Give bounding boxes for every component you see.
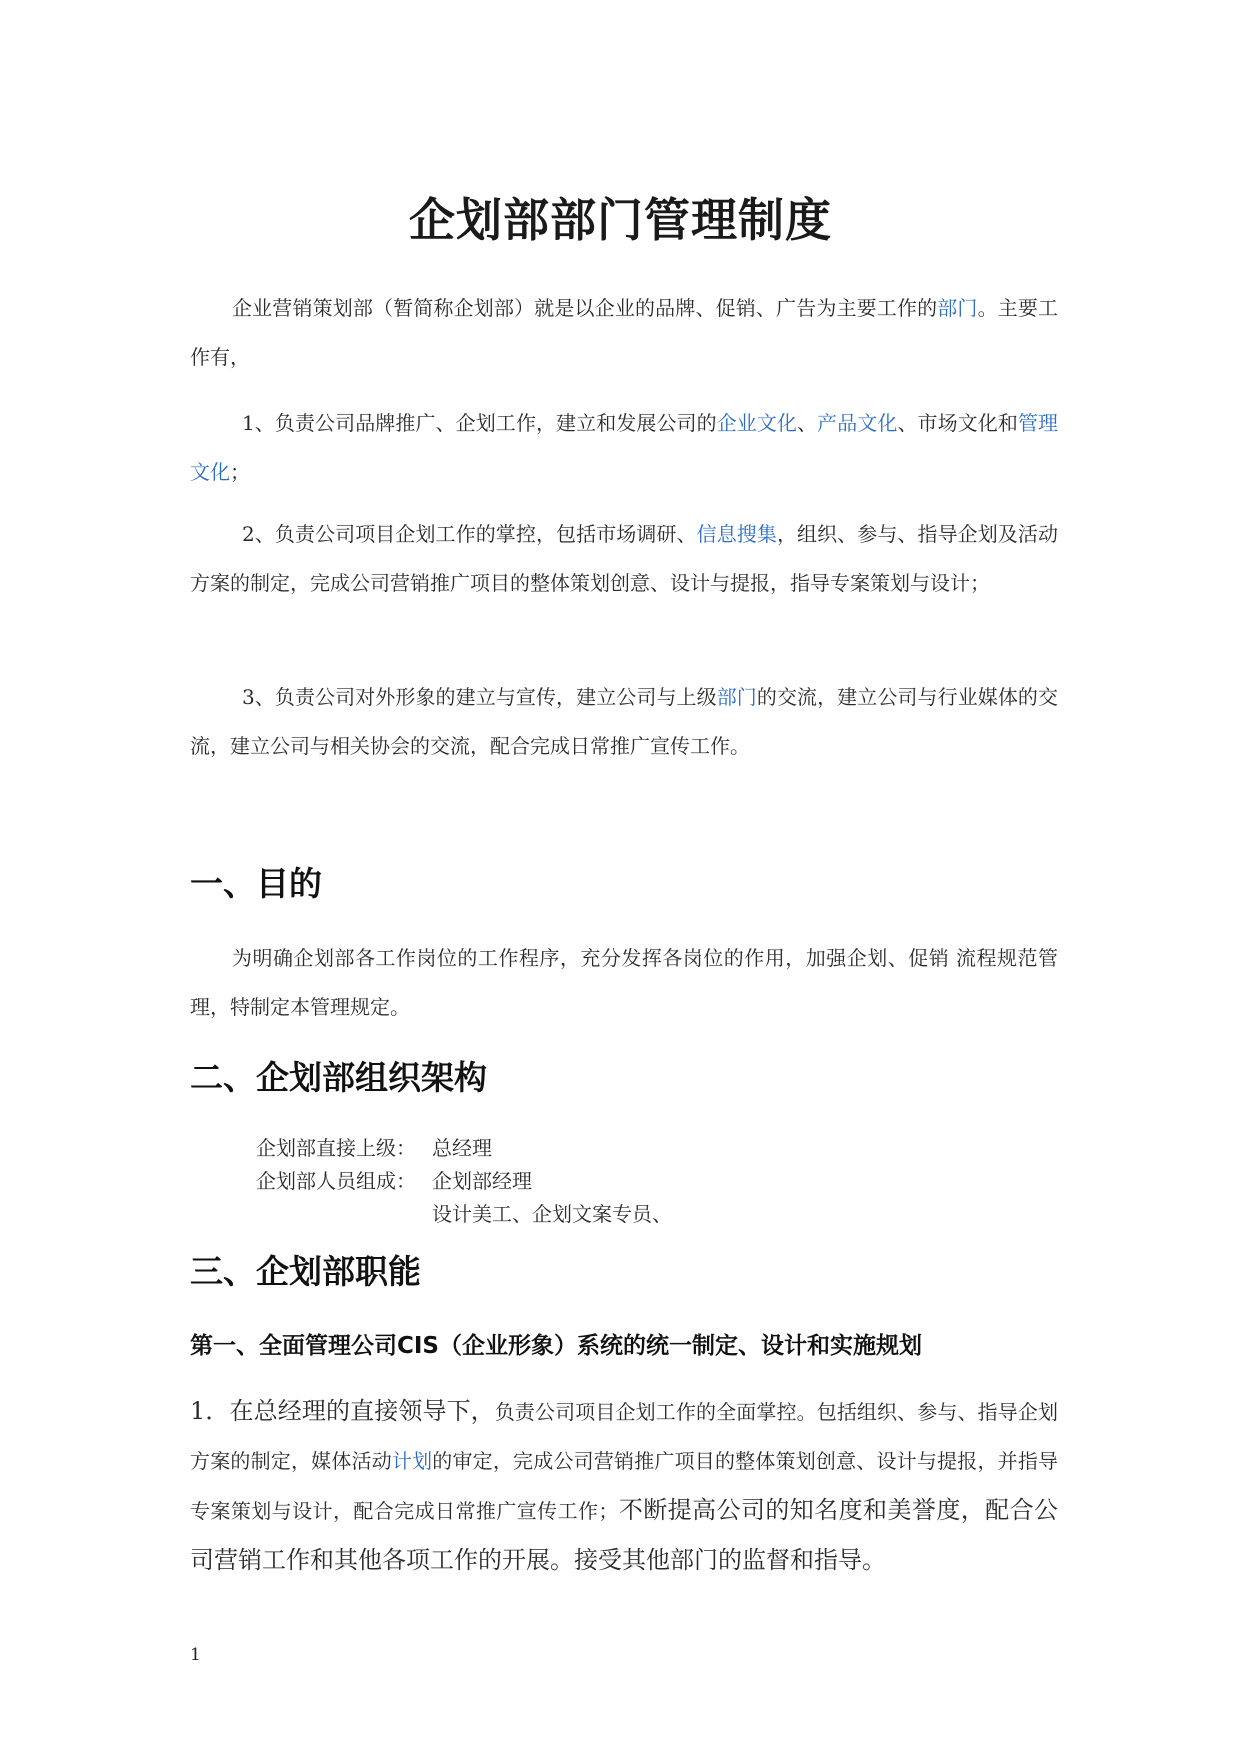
page-number: 1 <box>190 1645 201 1665</box>
org-label-members: 企划部人员组成： <box>256 1169 416 1193</box>
intro-item-2 <box>190 510 1058 608</box>
section-1 <box>190 862 1058 906</box>
item-1-sep: 、 <box>797 411 818 435</box>
document-title: 企划部部门管理制度 <box>409 193 832 247</box>
item-2-text-end: ，组织、参与、指导企划及活动方案的制定，完成公司营销推广项目的整体策划创意、设计与提报，指导专案策划与设计； <box>190 522 1058 595</box>
item-3-text: 3、负责公司对外形象的建立与宣传，建立公司与上级 <box>242 685 717 709</box>
link-product-culture[interactable]: 产品文化 <box>817 411 898 435</box>
section-3-body <box>190 1387 1058 1586</box>
item-1-paragraph <box>190 399 1058 497</box>
intro-text: 企业营销策划部（暂简称企划部）就是以企业的品牌、促销、广告为主要工作的 <box>232 296 938 320</box>
intro-section <box>190 284 1058 382</box>
org-row-members-2 <box>190 1198 1058 1231</box>
link-info-collection[interactable]: 信息搜集 <box>696 522 777 546</box>
item-1-text-mid: 、市场文化和 <box>897 411 1018 435</box>
section-3-text-c: 的审定，完成公司营销推广项目的整体策划创意、设计与提报，并指导专案策划与设计，配合完成日常推广宣传工作； <box>190 1449 1059 1523</box>
org-structure <box>190 1132 1058 1231</box>
section-3 <box>190 1250 1058 1294</box>
item-2-text: 2、负责公司项目企划工作的掌控，包括市场调研、 <box>242 522 697 546</box>
section-3-sub <box>190 1329 1058 1363</box>
item-1-text: 1、负责公司品牌推广、企划工作，建立和发展公司的 <box>242 411 717 435</box>
section-3-text-b: 负责公司项目企划工作的全面掌控。包括组织、参与、指导企划方案的制定，媒体活动 <box>190 1400 1058 1473</box>
item-2-paragraph <box>190 510 1058 608</box>
section-1-body: 为明确企划部各工作岗位的工作程序，充分发挥各岗位的作用，加强企划、促销 流程规范管理，特制定本管理规定。 <box>190 946 1058 1019</box>
org-value-members: 企划部经理 <box>432 1169 532 1193</box>
section-2 <box>190 1056 1058 1100</box>
org-row-members <box>190 1165 1058 1198</box>
link-department-2[interactable]: 部门 <box>716 685 757 709</box>
item-1-text-end: ； <box>230 460 250 484</box>
link-corporate-culture[interactable]: 企业文化 <box>716 411 798 435</box>
org-row-superior <box>190 1132 1058 1165</box>
section-3-text-d: 不断提高公司的知名度和美誉度，配合公司营销工作和其他各项工作的开展。接受其他部门的监督和指导。 <box>190 1496 1058 1574</box>
link-department[interactable]: 部门 <box>937 296 978 320</box>
section-3-subheading: 第一、全面管理公司CIS（企业形象）系统的统一制定、设计和实施规划 <box>190 1333 923 1359</box>
section-2-heading: 二、企划部组织架构 <box>190 1058 487 1097</box>
intro-paragraph <box>190 284 1058 382</box>
section-1-body-wrap <box>190 934 1058 1032</box>
intro-item-1 <box>190 399 1058 497</box>
org-value-members-2: 设计美工、企划文案专员、 <box>432 1202 672 1226</box>
item-3-text-end: 的交流，建立公司与行业媒体的交流，建立公司与相关协会的交流，配合完成日常推广宣传工作。 <box>190 685 1059 758</box>
link-plan[interactable]: 计划 <box>391 1449 433 1473</box>
section-3-heading: 三、企划部职能 <box>190 1252 421 1291</box>
org-value-superior: 总经理 <box>432 1136 492 1160</box>
section-3-body-wrap <box>190 1387 1058 1586</box>
section-1-heading: 一、目的 <box>190 864 322 903</box>
item-3-paragraph <box>190 673 1058 771</box>
intro-text-end: 。主要工作有， <box>190 296 1059 369</box>
link-management-culture[interactable]: 管理文化 <box>190 411 1059 484</box>
section-3-text-a: 1．在总经理的直接领导下， <box>190 1397 495 1425</box>
org-label-superior: 企划部直接上级： <box>256 1136 416 1160</box>
org-label-spacer <box>256 1198 432 1231</box>
intro-item-3 <box>190 673 1058 771</box>
